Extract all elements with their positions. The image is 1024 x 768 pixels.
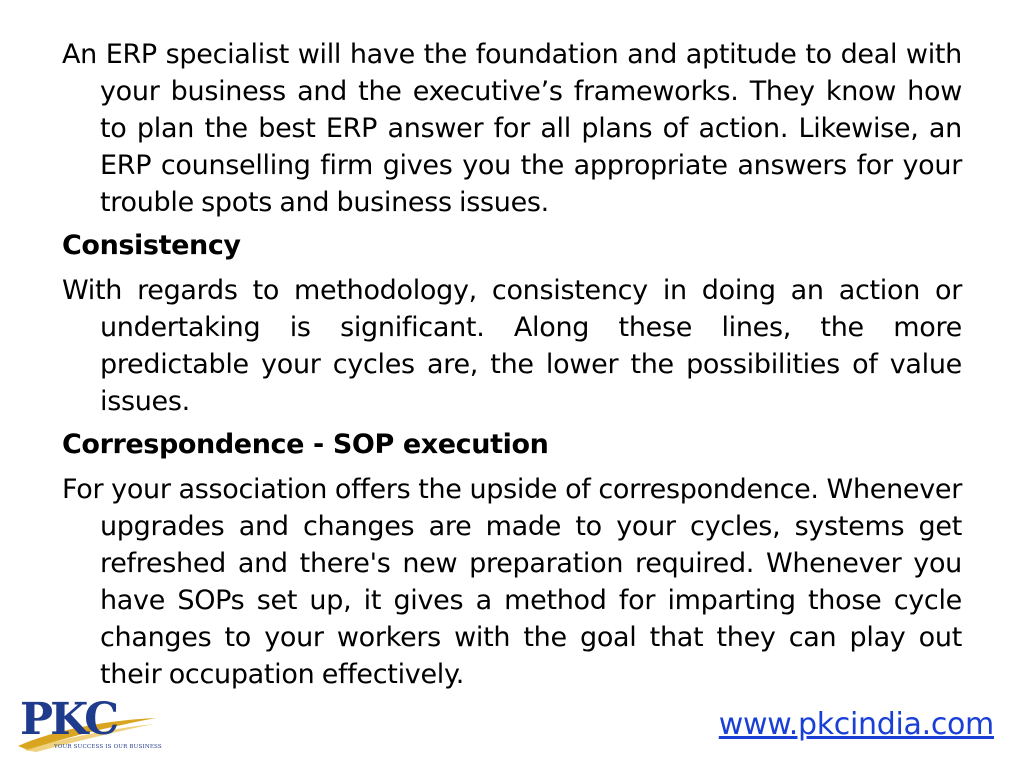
logo-tagline: YOUR SUCCESS IS OUR BUSINESS [54,744,162,750]
paragraph-erp-specialist: An ERP specialist will have the foundation and aptitude to deal with your business and the executive’s frameworks. They know how to plan the best ERP answer for all plans of action. Likewise, an ERP counselling firm gives you the appropriate answers for your trouble spots and business issues. [62,39,962,218]
pkc-logo [14,692,164,758]
paragraph-consistency: With regards to methodology, consistency in doing an action or undertaking is significant. Along these lines, the more predictable your cycles are, the lower the possibilities of value issues. [62,275,962,417]
heading-correspondence: Correspondence - SOP execution [62,429,549,460]
heading-consistency: Consistency [62,230,241,261]
website-link[interactable]: www.pkcindia.com [718,707,994,742]
slide-content [62,36,962,699]
paragraph-correspondence: For your association offers the upside of correspondence. Whenever upgrades and changes are made to your cycles, systems get refreshed and there's new preparation required. Whenever you have SOPs set up, it gives a method for imparting those cycle changes to your workers with the goal that they can play out their occupation effectively. [62,474,962,690]
logo-wordmark: PKC [20,694,117,745]
